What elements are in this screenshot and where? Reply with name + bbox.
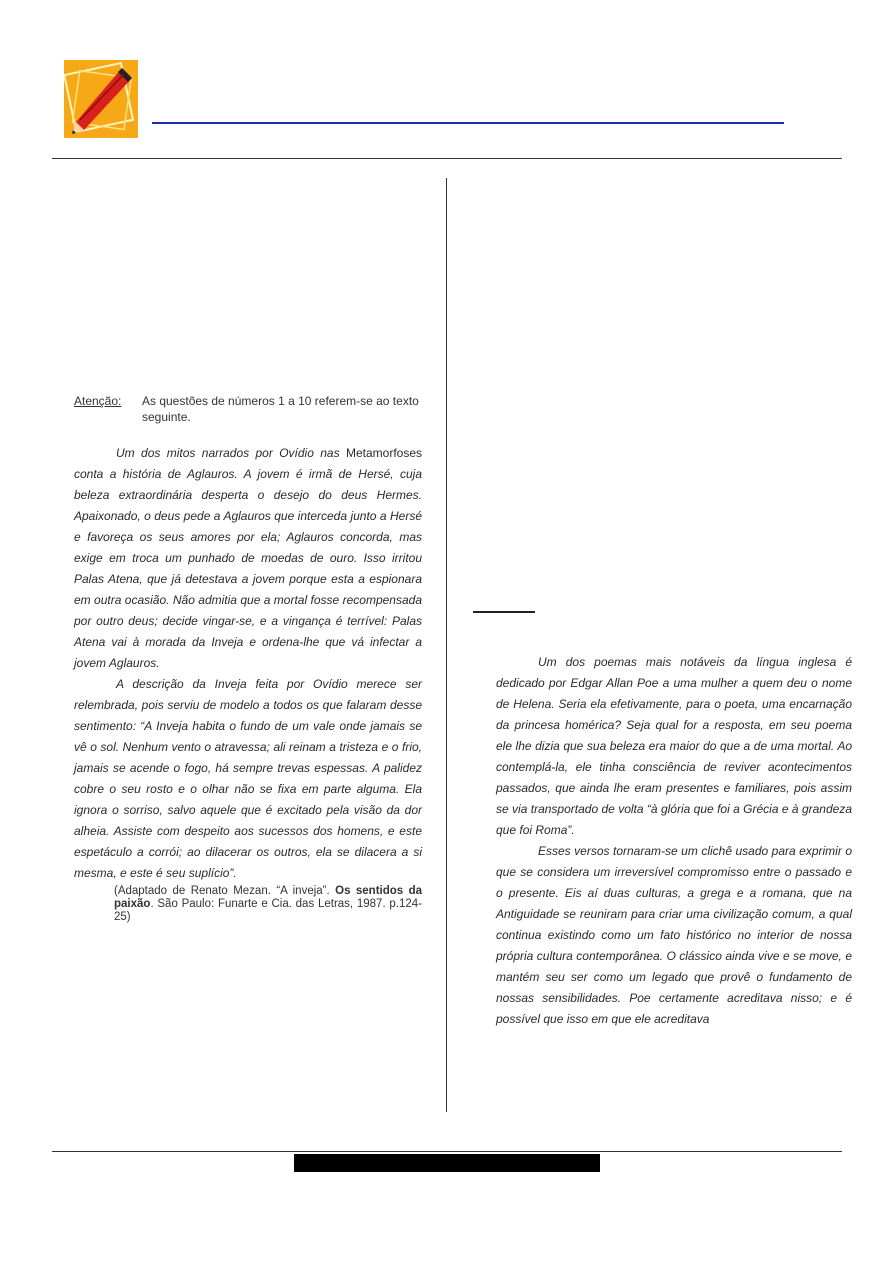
pencil-logo-icon — [64, 60, 138, 138]
text-2 — [496, 652, 852, 1030]
top-rule — [52, 158, 842, 159]
text-1 — [74, 443, 422, 884]
footer-bar — [294, 1154, 600, 1172]
text-1-paragraph-2: A descrição da Inveja feita por Ovídio merece ser relembrada, pois serviu de modelo a todos os que falaram desse sentimento: “A Inveja habita o fundo de um vale onde jamais se vê o sol. Nenhum vento o atravessa; ali reinam a tristeza e o frio, jamais se acende o fogo, há sempre trevas espessas. A palidez cobre o seu rosto e o olhar não se fixa em parte alguma. Ela ignora o sorriso, salvo aquele que é excitado pela visão da dor alheia. Assiste com despeito aos sucessos dos homens, e este espetáculo a corrói; ao dilacerar os outros, ela se dilacera a si mesma, e este é seu suplício”. — [74, 677, 422, 880]
column-divider — [446, 178, 447, 1112]
text-2-paragraph-2: Esses versos tornaram-se um clichê usado para exprimir o que se considera um irreversível compromisso entre o passado e o presente. Eis aí duas culturas, a grega e a romana, que na Antiguidade se reuniram para criar uma civilização comum, a qual continua existindo como um fato histórico no interior de nossa própria cultura contemporânea. O clássico ainda vive e se move, e mantém seu ser como um legado que provê o fundamento de nossas sensibilidades. Poe certamente acreditava nisso; e é possível que isso em que ele acreditava — [496, 844, 852, 1026]
book-title: Metamorfoses — [345, 446, 422, 460]
text-2-paragraph-1: Um dos poemas mais notáveis da língua inglesa é dedicado por Edgar Allan Poe a uma mulher a quem deu o nome de Helena. Seria ela efetivamente, para o poeta, uma encarnação da princesa homérica? Seja qual for a resposta, em seu poema ele lhe dizia que sua beleza era maior do que a de uma mortal. Ao contemplá-la, ele tinha consciência de reviver acontecimentos passados, que ainda lhe eram presentes e familiares, pois assim se via transportado de volta “à glória que foi a Grécia e à grandeza que foi Roma”. — [496, 655, 852, 837]
source-book-title: Os sentidos da paixão — [114, 885, 423, 910]
attention-text: As questões de números 1 a 10 referem-se ao texto seguinte. — [142, 394, 419, 424]
section-title-underline — [473, 611, 535, 613]
attention-label: Atenção: — [74, 394, 122, 408]
header-line — [152, 122, 784, 124]
bottom-rule — [52, 1151, 842, 1152]
text-1-paragraph-1: Um dos mitos narrados por Ovídio nas Metamorfoses conta a história de Aglauros. A jovem é irmã de Hersé, cuja beleza extraordinária desperta o desejo do deus Hermes. Apaixonado, o deus pede a Aglauros que interceda junto a Hersé e favoreça os seus amores por ela; Aglauros concorda, mas exige em troca um punhado de moedas de ouro. Isso irritou Palas Atena, que já detestava a jovem porque esta a espionara em outra ocasião. Não admitia que a mortal fosse recompensada por outro deus; decide vingar-se, e a vingança é terrível: Palas Atena vai à morada da Inveja e ordena-lhe que vá infectar a jovem Aglauros. — [74, 446, 422, 670]
source-citation: (Adaptado de Renato Mezan. “A inveja”. Os sentidos da paixão. São Paulo: Funarte e Cia. das Letras, 1987. p.124-25) — [114, 885, 423, 923]
